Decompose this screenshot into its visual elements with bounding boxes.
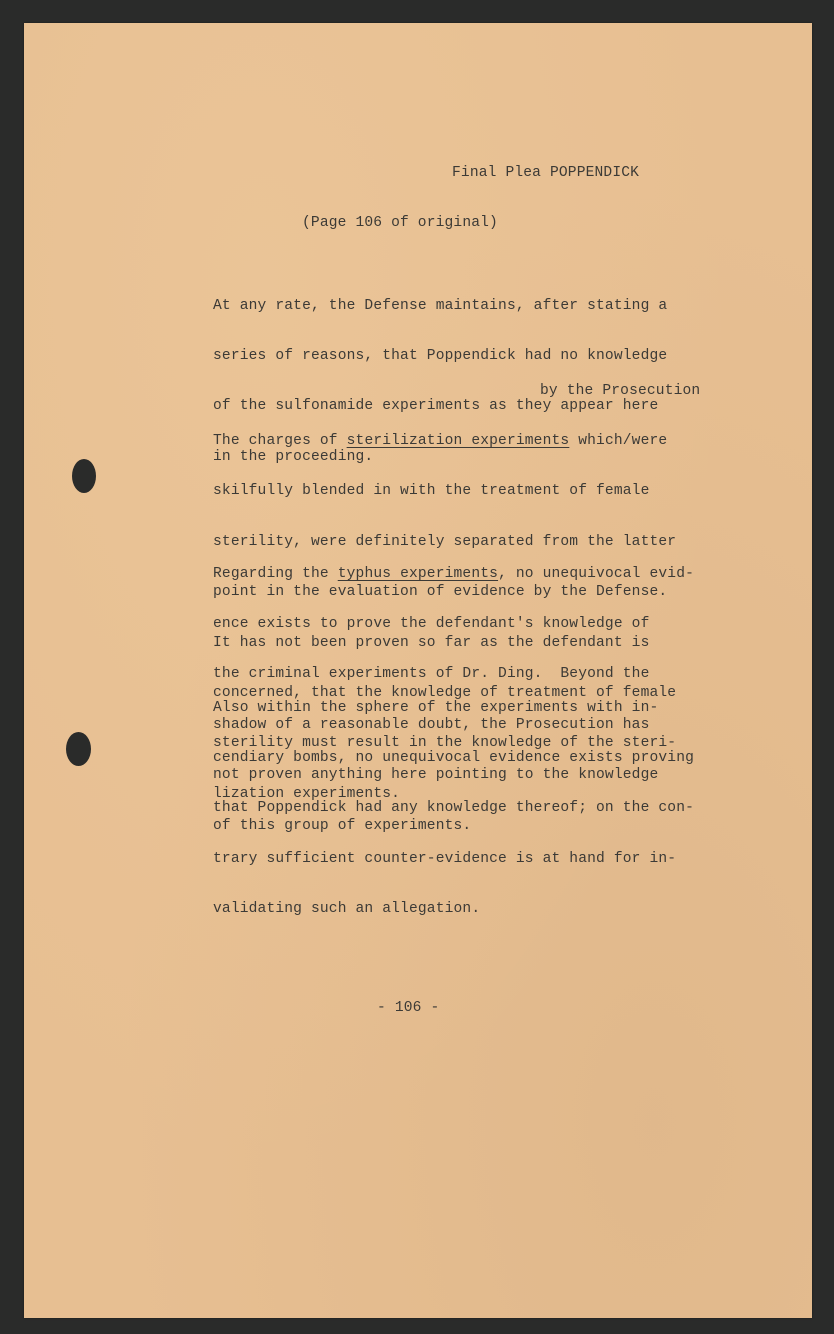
original-page-reference: (Page 106 of original) — [302, 215, 498, 231]
page-number: - 106 - — [377, 1000, 440, 1016]
text-line: in the proceeding. — [213, 448, 374, 465]
text-line: shadow of a reasonable doubt, the Prosecution has — [213, 716, 650, 733]
punch-hole — [66, 732, 91, 766]
text-line — [213, 566, 694, 583]
underlined-term: typhus experiments — [337, 565, 499, 582]
document-header-title: Final Plea POPPENDICK — [452, 165, 640, 181]
text-line: series of reasons, that Poppendick had no knowledge — [213, 347, 668, 364]
text-line: of this group of experiments. — [213, 817, 472, 834]
text-line: that Poppendick had any knowledge thereof; on the con- — [213, 800, 695, 817]
paragraph-incendiary-bombs — [213, 666, 694, 935]
text-fragment: which/were — [569, 432, 668, 449]
text-line — [213, 433, 700, 450]
text-fragment: The charges of — [213, 432, 347, 449]
text-line: sterility, were definitely separated from the latter — [213, 533, 677, 550]
text-line: trary sufficient counter-evidence is at hand for in- — [213, 850, 677, 867]
text-line: the criminal experiments of Dr. Ding. Beyond the — [213, 666, 650, 683]
insertion-note: by the Prosecution — [540, 382, 701, 399]
text-line: At any rate, the Defense maintains, after stating a — [213, 297, 668, 314]
text-line: point in the evaluation of evidence by the Defense. — [213, 584, 668, 601]
text-fragment: Regarding the — [213, 565, 338, 582]
text-fragment: , no unequivocal evid- — [498, 565, 695, 582]
text-line: of the sulfonamide experiments as they appear here — [213, 398, 659, 415]
text-line: sterility must result in the knowledge of the steri- — [213, 735, 677, 752]
text-line: lization experiments. — [213, 785, 401, 802]
text-line: It has not been proven so far as the defendant is — [213, 634, 650, 651]
underlined-term: sterilization experiments — [346, 432, 570, 449]
punch-hole — [72, 459, 96, 493]
text-line: validating such an allegation. — [213, 901, 481, 918]
text-line: ence exists to prove the defendant's knowledge of — [213, 615, 650, 632]
text-line: Also within the sphere of the experiments with in- — [213, 699, 659, 716]
text-line: concerned, that the knowledge of treatment of female — [213, 684, 677, 701]
text-line: skilfully blended in with the treatment of female — [213, 483, 650, 500]
text-line: not proven anything here pointing to the knowledge — [213, 767, 659, 784]
text-line: cendiary bombs, no unequivocal evidence exists proving — [213, 749, 695, 766]
